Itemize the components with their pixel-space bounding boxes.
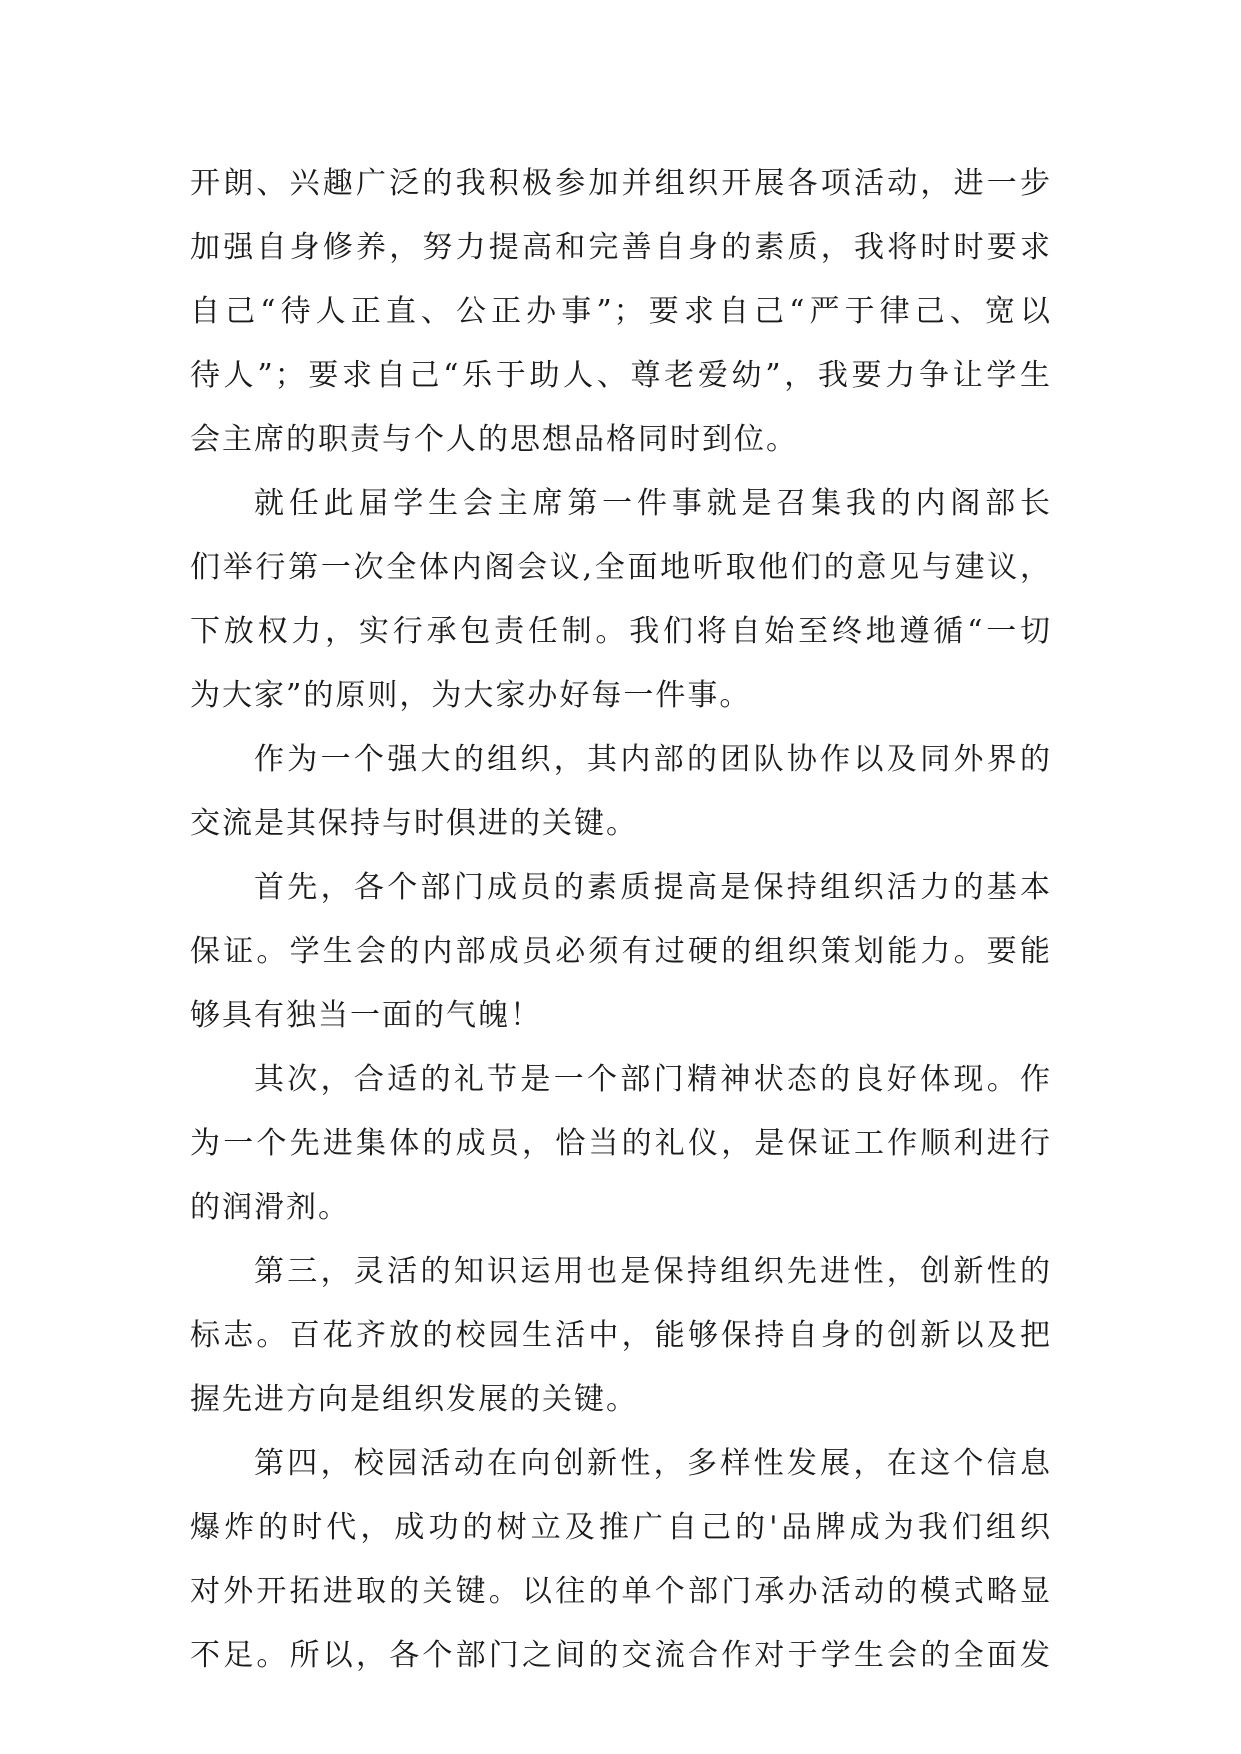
text-line: 爆炸的时代，成功的树立及推广自己的'品牌成为我们组织 bbox=[190, 1510, 1052, 1545]
text-line: 为一个先进集体的成员，恰当的礼仪，是保证工作顺利进行 bbox=[190, 1126, 1052, 1161]
paragraph-first-line: 第四，校园活动在向创新性，多样性发展，在这个信息 bbox=[254, 1446, 1052, 1481]
document-body bbox=[190, 152, 1052, 1688]
paragraph-first-line: 就任此届学生会主席第一件事就是召集我的内阁部长 bbox=[254, 486, 1052, 521]
text-line: 握先进方向是组织发展的关键。 bbox=[190, 1382, 638, 1417]
text-line: 开朗、兴趣广泛的我积极参加并组织开展各项活动，进一步 bbox=[190, 166, 1052, 201]
text-line: 不足。所以，各个部门之间的交流合作对于学生会的全面发 bbox=[190, 1638, 1052, 1673]
text-line: 为大家”的原则，为大家办好每一件事。 bbox=[190, 678, 752, 713]
paragraph-first-line: 第三，灵活的知识运用也是保持组织先进性，创新性的 bbox=[254, 1254, 1052, 1289]
paragraph-first-line: 首先，各个部门成员的素质提高是保持组织活力的基本 bbox=[254, 870, 1052, 905]
document-page bbox=[190, 152, 1052, 1688]
paragraph-first-line: 作为一个强大的组织，其内部的团队协作以及同外界的 bbox=[254, 742, 1052, 777]
text-line: 的润滑剂。 bbox=[190, 1190, 350, 1225]
paragraph-first-line: 其次，合适的礼节是一个部门精神状态的良好体现。作 bbox=[254, 1062, 1052, 1097]
text-line: 对外开拓进取的关键。以往的单个部门承办活动的模式略显 bbox=[190, 1574, 1052, 1609]
text-line: 下放权力，实行承包责任制。我们将自始至终地遵循“一切 bbox=[190, 614, 1052, 649]
text-line: 够具有独当一面的气魄！ bbox=[190, 998, 542, 1033]
text-line: 自己“待人正直、公正办事”；要求自己“严于律己、宽以 bbox=[190, 294, 1052, 329]
text-line: 标志。百花齐放的校园生活中，能够保持自身的创新以及把 bbox=[190, 1318, 1052, 1353]
text-line: 会主席的职责与个人的思想品格同时到位。 bbox=[190, 422, 798, 457]
text-line: 待人”；要求自己“乐于助人、尊老爱幼”，我要力争让学生 bbox=[190, 358, 1052, 393]
text-line: 们举行第一次全体内阁会议,全面地听取他们的意见与建议， bbox=[190, 550, 1052, 585]
text-line: 保证。学生会的内部成员必须有过硬的组织策划能力。要能 bbox=[190, 934, 1052, 969]
text-line: 交流是其保持与时俱进的关键。 bbox=[190, 806, 638, 841]
text-line: 加强自身修养，努力提高和完善自身的素质，我将时时要求 bbox=[190, 230, 1052, 265]
